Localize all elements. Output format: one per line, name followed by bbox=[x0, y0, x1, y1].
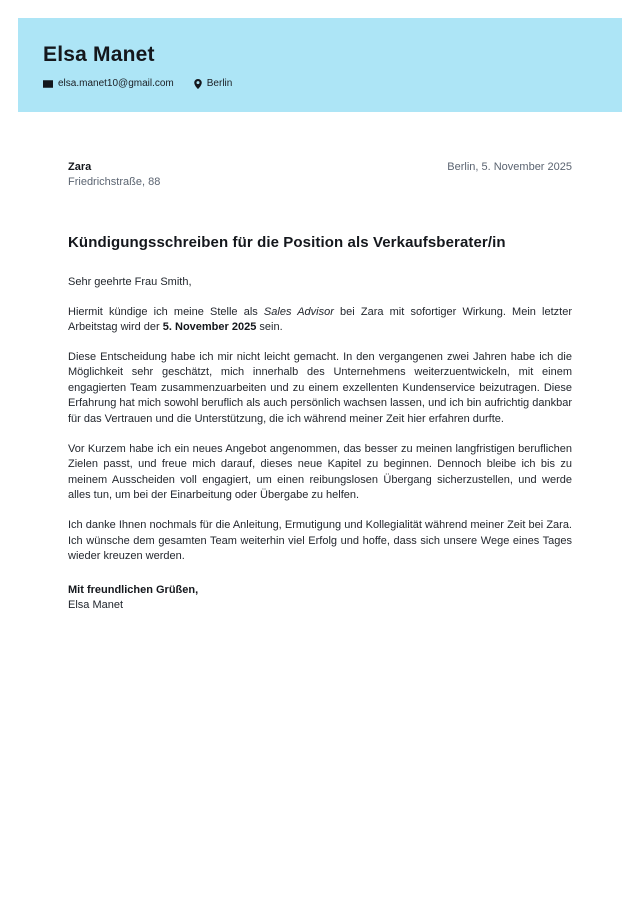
recipient-block bbox=[68, 160, 160, 190]
greeting: Sehr geehrte Frau Smith, bbox=[68, 276, 192, 288]
contact-row bbox=[43, 78, 597, 89]
letter-meta bbox=[68, 160, 572, 190]
contact-location bbox=[194, 78, 233, 89]
recipient-name: Zara bbox=[68, 161, 92, 173]
person-name: Elsa Manet bbox=[43, 43, 155, 66]
contact-location-text: Berlin bbox=[206, 78, 233, 89]
contact-email bbox=[43, 78, 174, 89]
signature-name: Elsa Manet bbox=[68, 599, 124, 612]
paragraph-intro: Hiermit kündige ich meine Stelle als Sales Advisor bei Zara mit sofortiger Wirkung. Mein letzter Arbeitstag wird der 5. November 2025 sein. bbox=[68, 305, 572, 334]
header-banner bbox=[18, 18, 622, 112]
paragraph-new-offer: Vor Kurzem habe ich ein neues Angebot angenommen, das besser zu meinen langfristigen beruflichen Zielen passt, und freue mich darauf, dieses neue Kapitel zu beginnen. Dennoch bleibe ich bis zu meinem Ausscheiden voll engagiert, um einen reibungslosen Übergang sicherzustellen, und werde alles tun, um bei der Einarbeitung oder Übergabe zu helfen. bbox=[68, 442, 572, 502]
recipient-address: Friedrichstraße, 88 bbox=[68, 176, 161, 188]
date-line: Berlin, 5. November 2025 bbox=[447, 161, 572, 173]
map-pin-icon bbox=[194, 79, 202, 89]
letter-body bbox=[0, 112, 640, 614]
letter-title: Kündigungsschreiben für die Position als Verkaufsberater/in bbox=[68, 234, 506, 251]
envelope-icon bbox=[43, 80, 53, 88]
paragraph-thanks: Ich danke Ihnen nochmals für die Anleitung, Ermutigung und Kollegialität während meiner Zeit bei Zara. Ich wünsche dem gesamten Team weiterhin viel Erfolg und hoffe, dass sich unsere Wege eines Tages wieder kreuzen werden. bbox=[68, 519, 572, 563]
contact-email-text: elsa.manet10@gmail.com bbox=[58, 78, 174, 89]
closing-line: Mit freundlichen Grüßen, bbox=[68, 583, 199, 596]
paragraph-gratitude: Diese Entscheidung habe ich mir nicht leicht gemacht. In den vergangenen zwei Jahren habe ich die Möglichkeit sehr geschätzt, mich innerhalb des Unternehmens weiterzuentwickeln, mit einem engagierten Team zusammenzuarbeiten und zu einem exzellenten Kundenservice beizutragen. Diese Erfahrung hat mich sowohl beruflich als auch persönlich wachsen lassen, und ich bin aufrichtig dankbar für das Vertrauen und die Unterstützung, die ich während meiner Zeit hier erfahren durfte. bbox=[68, 350, 572, 426]
